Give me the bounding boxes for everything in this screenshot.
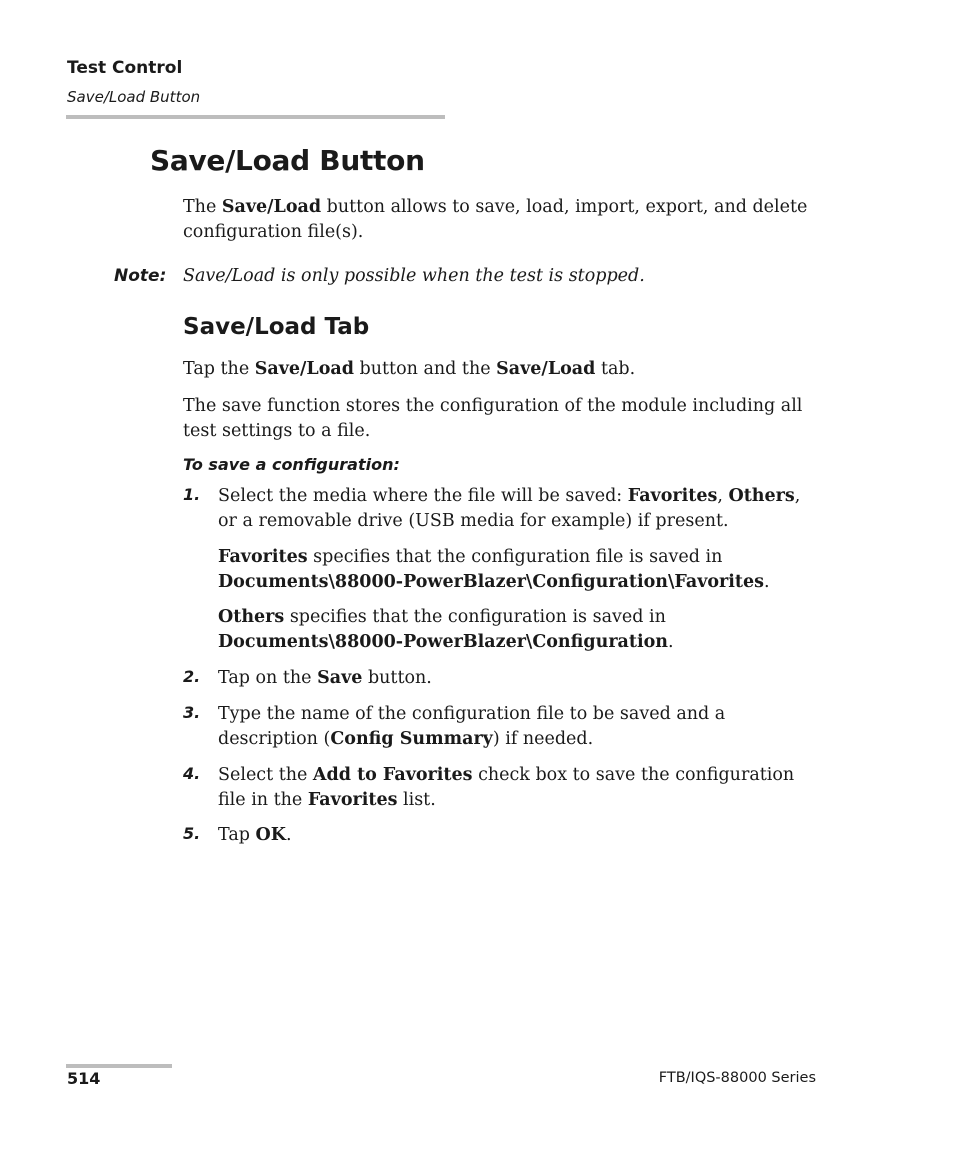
intro-paragraph: The Save/Load button allows to save, load, import, export, and delete configuration file(s). [183, 197, 808, 242]
step-text: Tap OK. [218, 825, 292, 845]
running-header-subtitle: Save/Load Button [67, 88, 201, 106]
procedure-title: To save a configuration: [183, 455, 400, 474]
save-function-paragraph: The save function stores the configuration of the module including all test settings to a file. [183, 396, 803, 441]
section-heading: Save/Load Tab [183, 314, 370, 340]
step-number: 4. [183, 764, 201, 783]
favorites-description: Favorites specifies that the configuration file is saved in Documents\88000-PowerBlazer\Configuration\Favorites. [218, 547, 770, 592]
footer-divider [66, 1064, 172, 1068]
step-number: 3. [183, 703, 201, 722]
step-text: Select the Add to Favorites check box to save the configuration file in the Favorites list. [218, 765, 795, 810]
step-text: Tap on the Save button. [218, 668, 432, 688]
running-header-title: Test Control [67, 58, 183, 78]
step-number: 5. [183, 824, 201, 843]
others-description: Others specifies that the configuration is saved in Documents\88000-PowerBlazer\Configuration. [218, 607, 674, 652]
step-number: 2. [183, 667, 201, 686]
header-divider [66, 115, 445, 119]
page-number: 514 [67, 1069, 101, 1088]
tap-paragraph: Tap the Save/Load button and the Save/Load tab. [183, 359, 636, 379]
product-series: FTB/IQS-88000 Series [658, 1070, 816, 1086]
page-title: Save/Load Button [150, 144, 425, 177]
note-text: Save/Load is only possible when the test is stopped. [183, 266, 645, 286]
note-label: Note: [114, 266, 167, 286]
step-text: Select the media where the file will be saved: Favorites, Others, or a removable drive (USB media for example) if present. [218, 486, 801, 531]
step-number: 1. [183, 485, 201, 504]
step-text: Type the name of the configuration file to be saved and a description (Config Summary) if needed. [218, 704, 726, 749]
